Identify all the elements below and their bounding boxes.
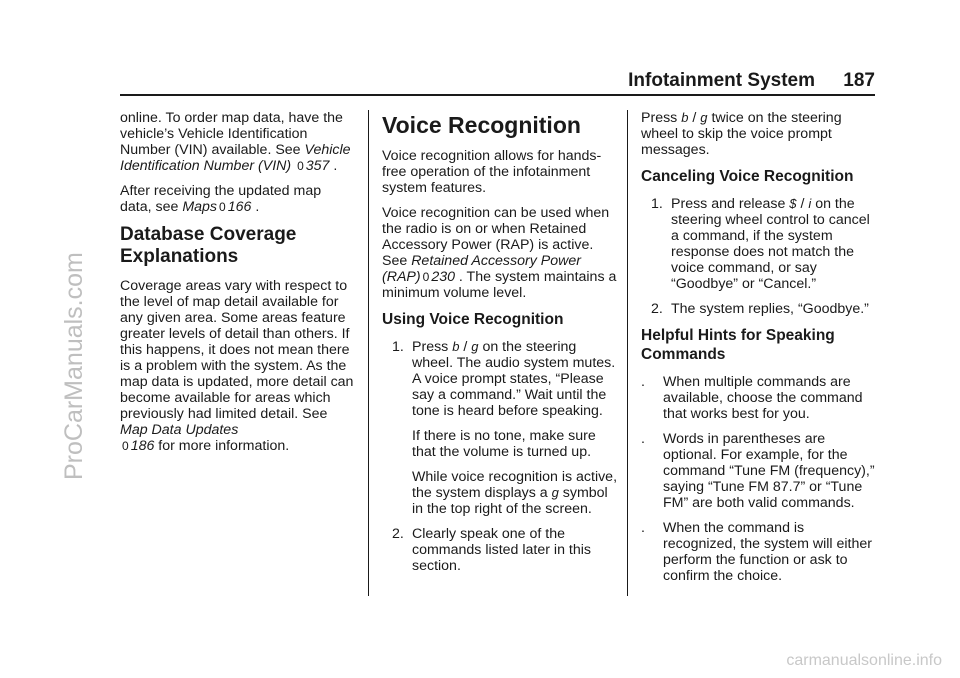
- paragraph: Voice recognition allows for hands-free operation of the infotainment system features.: [382, 148, 602, 196]
- mute-end-call-icon: $: [789, 196, 797, 211]
- list-item: . Words in parentheses are optional. For example, for the command “Tune FM (frequency),” saying “Tune FM 87.7” or “Tune FM” are both valid commands.: [641, 431, 875, 511]
- list-item: . When the command is recognized, the system will either perform the function or ask to confirm the choice.: [641, 520, 872, 584]
- page-ref[interactable]: 230: [431, 269, 455, 285]
- list-item: 2. The system replies, “Goodbye.”: [651, 301, 869, 317]
- push-to-talk-icon: b: [452, 339, 460, 354]
- page-number: 187: [843, 70, 875, 91]
- page-ref[interactable]: 186: [130, 438, 155, 454]
- column-divider: [627, 110, 628, 596]
- bottom-watermark: carmanualsonline.info: [786, 652, 942, 669]
- main-heading: Voice Recognition: [382, 112, 581, 138]
- cross-reference-link[interactable]: Maps: [182, 199, 218, 215]
- page-ref-symbol: 0: [122, 439, 129, 453]
- page-ref-symbol: 0: [219, 200, 226, 214]
- column-1: [120, 110, 356, 463]
- voice-icon: g: [700, 110, 708, 125]
- page-ref[interactable]: 166: [227, 199, 252, 215]
- cross-reference-link[interactable]: Map Data Updates: [120, 422, 239, 438]
- column-3: [641, 110, 877, 593]
- column-2: [382, 110, 618, 583]
- column-divider: [368, 110, 369, 596]
- hang-up-icon: i: [808, 196, 812, 211]
- paragraph: online. To order map data, have the vehicle’s Vehicle Identification Number (VIN) available. See Vehicle Identification Number (VIN) 0 357 .: [120, 110, 351, 174]
- voice-icon: g: [551, 485, 559, 500]
- paragraph: Coverage areas vary with respect to the level of map detail available for any given area. Some areas feature greater levels of detail than others. If this happens, it does not mean there is a problem with the system. As the map data is updated, more detail can become available for areas which previously had limited detail. See Map Data Updates 0 186 for more information.: [120, 278, 354, 454]
- subsection-heading: Helpful Hints for Speaking Commands: [641, 327, 835, 363]
- voice-icon: g: [471, 339, 479, 354]
- paragraph: After receiving the updated map data, see Maps 0 166 .: [120, 183, 322, 215]
- subsection-heading: Canceling Voice Recognition: [641, 168, 854, 185]
- bullet: .: [641, 520, 645, 536]
- cross-reference-link[interactable]: Retained Accessory Power (RAP): [382, 253, 581, 285]
- cross-reference-link[interactable]: Vehicle Identification Number (VIN): [120, 142, 351, 174]
- bullet: .: [641, 374, 645, 390]
- list-item: . When multiple commands are available, choose the command that works best for you.: [641, 374, 863, 422]
- subsection-heading: Using Voice Recognition: [382, 311, 564, 328]
- list-item: 1. Press b / g on the steering wheel. The audio system mutes. A voice prompt states, “Please say a command.” Wait until the tone is heard before speaking. If there is no tone, make sure that the volume is turned up. While voice recognition is active, the system displays a g symbol in the top right of the screen.: [392, 339, 618, 517]
- header-rule: [120, 94, 875, 96]
- page-ref-symbol: 0: [422, 270, 430, 284]
- section-title: Infotainment System: [628, 70, 815, 91]
- section-heading: Database Coverage Explanations: [120, 224, 297, 267]
- push-to-talk-icon: b: [681, 110, 689, 125]
- page-ref-symbol: 0: [297, 159, 304, 173]
- side-watermark: ProCarManuals.com: [60, 252, 88, 480]
- bullet: .: [641, 431, 645, 447]
- list-item: 1. Press and release $ / i on the steering wheel control to cancel a command, if the system response does not match the voice command, or say “Goodbye” or “Cancel.”: [651, 196, 870, 292]
- page-ref[interactable]: 357: [305, 158, 330, 174]
- page-header: [120, 70, 875, 102]
- paragraph: Press b / g twice on the steering wheel to skip the voice prompt messages.: [641, 110, 842, 158]
- list-item: 2. Clearly speak one of the commands listed later in this section.: [392, 526, 591, 574]
- paragraph: Voice recognition can be used when the radio is on or when Retained Accessory Power (RAP) is active. See Retained Accessory Power (RAP) 0 230 . The system maintains a minimum volume level.: [382, 205, 617, 301]
